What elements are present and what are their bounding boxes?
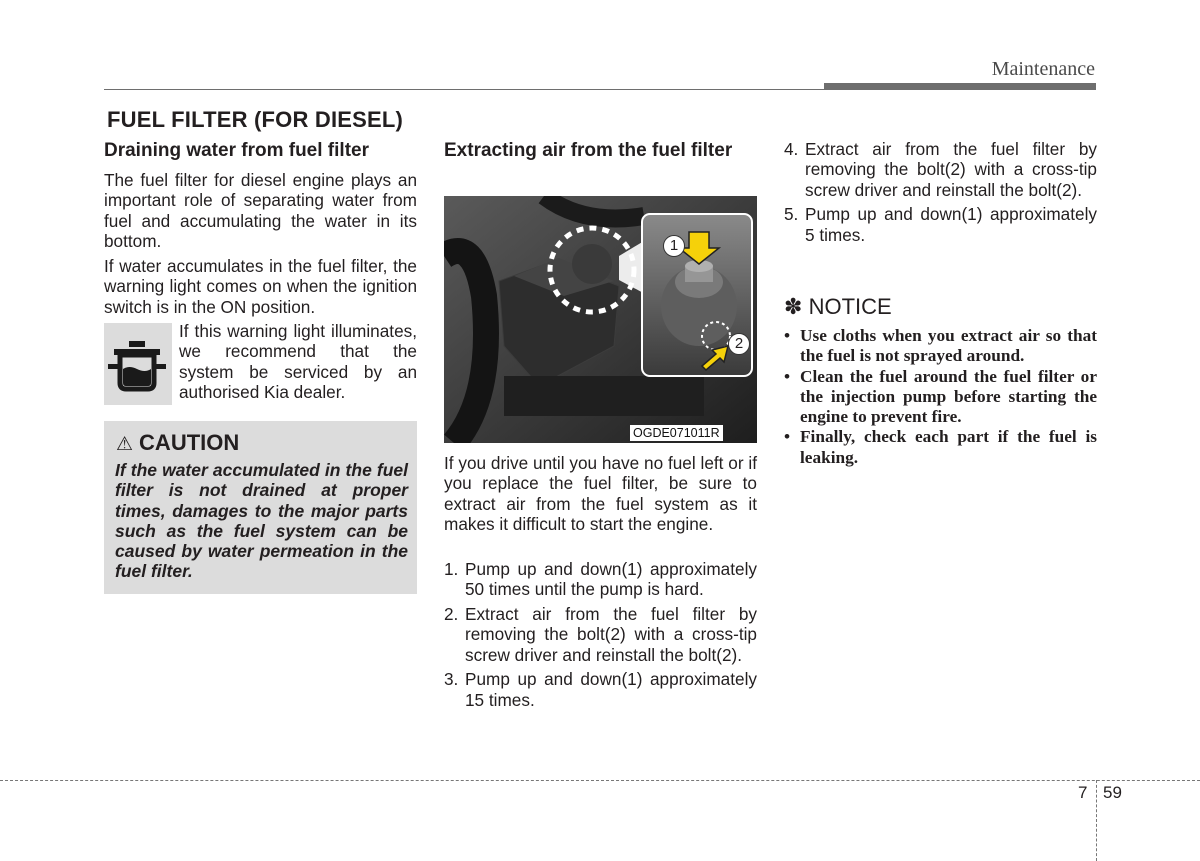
- step-text: Extract air from the fuel filter by removing the bolt(2) with a cross-tip screw driver and reinstall the bolt(2).: [465, 604, 757, 665]
- photo-code: OGDE071011R: [630, 425, 723, 441]
- caution-heading: [116, 430, 239, 456]
- step-number: 3.: [444, 669, 459, 690]
- header-rule: [104, 89, 824, 90]
- footer-divider: [0, 780, 1200, 781]
- step-text: Pump up and down(1) approximately 15 times.: [465, 669, 757, 710]
- step-text: Pump up and down(1) approximately 5 times.: [805, 204, 1097, 245]
- subhead-draining-water: Draining water from fuel filter: [104, 140, 369, 161]
- steps-list-1: [444, 559, 757, 715]
- paragraph-warning-light: If this warning light illuminates, we recommend that the system be serviced by an authorised Kia dealer.: [179, 321, 417, 402]
- step-item: [784, 139, 1097, 200]
- paragraph-water-accumulates: If water accumulates in the fuel filter, the warning light comes on when the ignition switch is in the ON position.: [104, 256, 417, 317]
- notice-text: Clean the fuel around the fuel filter or the injection pump before starting the engine to prevent fire.: [800, 366, 1097, 427]
- warning-triangle-icon: ⚠: [116, 434, 134, 455]
- step-number: 1.: [444, 559, 459, 579]
- notice-item: • Finally, check each part if the fuel is leaking.: [784, 427, 1097, 467]
- steps-list-2: [784, 139, 1097, 249]
- notice-label: NOTICE: [808, 294, 892, 319]
- paragraph-extract-intro: If you drive until you have no fuel left or if you replace the fuel filter, be sure to extract air from the fuel system as it makes it difficult to start the engine.: [444, 453, 757, 534]
- section-title: Maintenance: [991, 58, 1095, 80]
- fuel-filter-photo: [444, 196, 757, 443]
- step-text: Extract air from the fuel filter by removing the bolt(2) with a cross-tip screw driver and reinstall the bolt(2).: [805, 139, 1097, 200]
- notice-item: • Use cloths when you extract air so that the fuel is not sprayed around.: [784, 326, 1097, 366]
- paragraph-fuel-filter-role: The fuel filter for diesel engine plays an important role of separating water from fuel and accumulating the water in its bottom.: [104, 170, 417, 251]
- step-number: 5.: [784, 204, 799, 225]
- page-number: 59: [1103, 783, 1122, 802]
- step-number: 2.: [444, 604, 459, 625]
- fuel-filter-water-warning-icon: [104, 323, 172, 405]
- chapter-number: 7: [1078, 783, 1088, 802]
- callout-1: 1: [663, 235, 685, 257]
- step-number: 4.: [784, 139, 799, 159]
- notice-text: Finally, check each part if the fuel is leaking.: [800, 427, 1097, 467]
- caution-label: CAUTION: [139, 430, 240, 455]
- caution-text: If the water accumulated in the fuel filter is not drained at proper times, damages to the major parts such as the fuel system can be caused by water permeation in the fuel filter.: [115, 460, 408, 582]
- step-item: [444, 604, 757, 665]
- footer-vertical-divider: [1096, 780, 1097, 861]
- header-rule-thick: [824, 83, 1096, 90]
- step-item: [784, 204, 1097, 245]
- subhead-extracting-air: Extracting air from the fuel filter: [444, 140, 733, 161]
- notice-symbol-icon: ✽: [784, 294, 803, 319]
- page-title: FUEL FILTER (FOR DIESEL): [107, 107, 404, 132]
- notice-list: [784, 326, 1097, 468]
- step-text: Pump up and down(1) approximately 50 times until the pump is hard.: [465, 559, 757, 600]
- notice-item: • Clean the fuel around the fuel filter or the injection pump before starting the engine to prevent fire.: [784, 366, 1097, 427]
- callout-2: 2: [728, 333, 750, 355]
- step-item: [444, 559, 757, 600]
- step-item: [444, 669, 757, 710]
- notice-heading: [784, 294, 892, 320]
- notice-text: Use cloths when you extract air so that the fuel is not sprayed around.: [800, 326, 1097, 366]
